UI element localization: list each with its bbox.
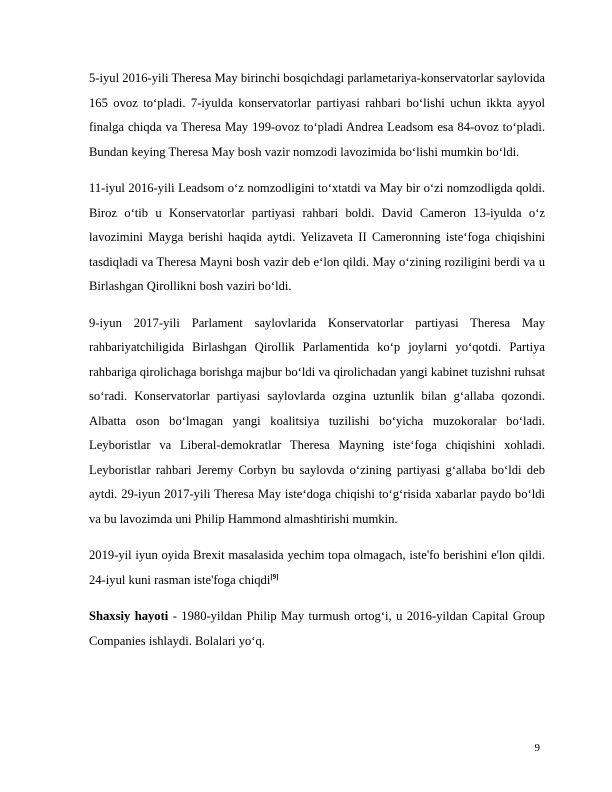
personal-life-text: - 1980-yildan Philip May turmush ortogʻi, u 2016-yildan Capital Group Companies ishlaydi. Bolalari yoʻq.: [89, 609, 545, 648]
paragraph-may-first-round: 5-iyul 2016-yili Theresa May birinchi bosqichdagi parlametariya-konservatorlar saylovida 165 ovoz toʻpladi. 7-iyulda konservatorlar partiyasi rahbari boʻlishi uchun ikkta ayyol finalga chiqda va Theresa May 199-ovoz toʻpladi Andrea Leadsom esa 84-ovoz toʻpladi. Bundan keying Theresa May bosh vazir nomzodi lavozimida boʻlishi mumkin boʻldi.: [89, 71, 545, 159]
paragraph-personal-life: [89, 604, 545, 653]
personal-life-heading: Shaxsiy hayoti: [89, 609, 169, 623]
document-body: [89, 66, 545, 665]
paragraph-2017-election: 9-iyun 2017-yili Parlament saylovlarida Konservatorlar partiyasi Theresa May rahbariyatchiligida Birlashgan Qirollik Parlamentida koʻp joylarni yoʻqotdi. Partiya rahbariga qirolichaga borishga majbur boʻldi va qirolichadan yangi kabinet tuzishni ruhsat soʻradi. Konservatorlar partiyasi saylovlarda ozgina uztunlik bilan gʻallaba qozondi. Albatta oson boʻlmagan yangi koalitsiya tuzilishi boʻyicha muzokoralar boʻladi. Leyboristlar va Liberal-demokratlar Theresa Mayning isteʻfoga chiqishini xohladi. Leyboristlar rahbari Jeremy Corbyn bu saylovda oʻzining partiyasi gʻallaba boʻldi deb aytdi. 29-iyun 2017-yili Theresa May isteʻdoga chiqishi toʻgʻrisida xabarlar paydo boʻldi va bu lavozimda uni Philip Hammond almashtirishi mumkin.: [89, 315, 545, 526]
page-number: 9: [534, 742, 540, 754]
footnote-reference[interactable]: [9]: [270, 572, 279, 581]
paragraph-brexit-text: 2019-yil iyun oyida Brexit masalasida yechim topa olmagach, iste'fo berishini e'lon qildi. 24-iyul kuni rasman iste'foga chiqdi: [89, 548, 545, 587]
paragraph-brexit-resignation: [89, 543, 545, 592]
paragraph-leadsom-withdraws: 11-iyul 2016-yili Leadsom oʻz nomzodligini toʻxtatdi va May bir oʻzi nomzodligda qoldi. Biroz oʻtib u Konservatorlar partiyasi rahbari boldi. David Cameron 13-iyulda oʻz lavozimini Mayga berishi haqida aytdi. Yelizaveta II Cameronning isteʻfoga chiqishini tasdiqladi va Theresa Mayni bosh vazir deb eʻlon qildi. May oʻzining roziligini berdi va u Birlashgan Qirollikni bosh vaziri boʻldi.: [89, 181, 545, 293]
